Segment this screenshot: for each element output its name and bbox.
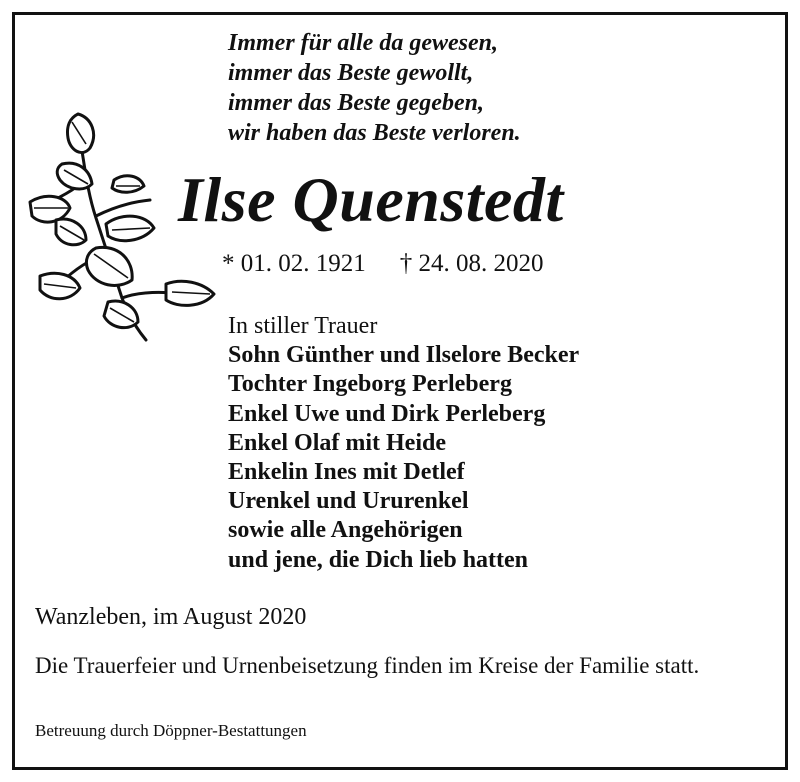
mourners-intro: In stiller Trauer (228, 313, 378, 339)
ceremony-note: Die Trauerfeier und Urnenbeisetzung finden im Kreise der Familie statt. (35, 653, 700, 678)
birth-date: * 01. 02. 1921 (222, 250, 366, 277)
mourner-line: Enkel Olaf mit Heide (228, 429, 446, 456)
poem-line: Immer für alle da gewesen, (228, 30, 498, 56)
mourner-line: Enkelin Ines mit Detlef (228, 459, 465, 486)
place-date: Wanzleben, im August 2020 (35, 604, 307, 630)
poem-line: immer das Beste gegeben, (228, 90, 484, 116)
undertaker-credit: Betreuung durch Döppner-Bestattungen (35, 721, 307, 740)
mourner-line: Urenkel und Ururenkel (228, 488, 469, 515)
life-dates (222, 248, 544, 280)
poem-line: immer das Beste gewollt, (228, 60, 474, 86)
mourners-list (228, 312, 579, 575)
mourner-line: Enkel Uwe und Dirk Perleberg (228, 400, 546, 427)
mourner-line: sowie alle Angehörigen (228, 517, 463, 544)
memorial-poem (228, 28, 521, 148)
deceased-name: Ilse Quenstedt (178, 164, 564, 235)
mourner-line: und jene, die Dich lieb hatten (228, 546, 529, 573)
death-date: † 24. 08. 2020 (399, 250, 544, 277)
mourner-line: Sohn Günther und Ilselore Becker (228, 342, 580, 369)
mourner-line: Tochter Ingeborg Perleberg (228, 371, 512, 398)
poem-line: wir haben das Beste verloren. (228, 120, 521, 146)
